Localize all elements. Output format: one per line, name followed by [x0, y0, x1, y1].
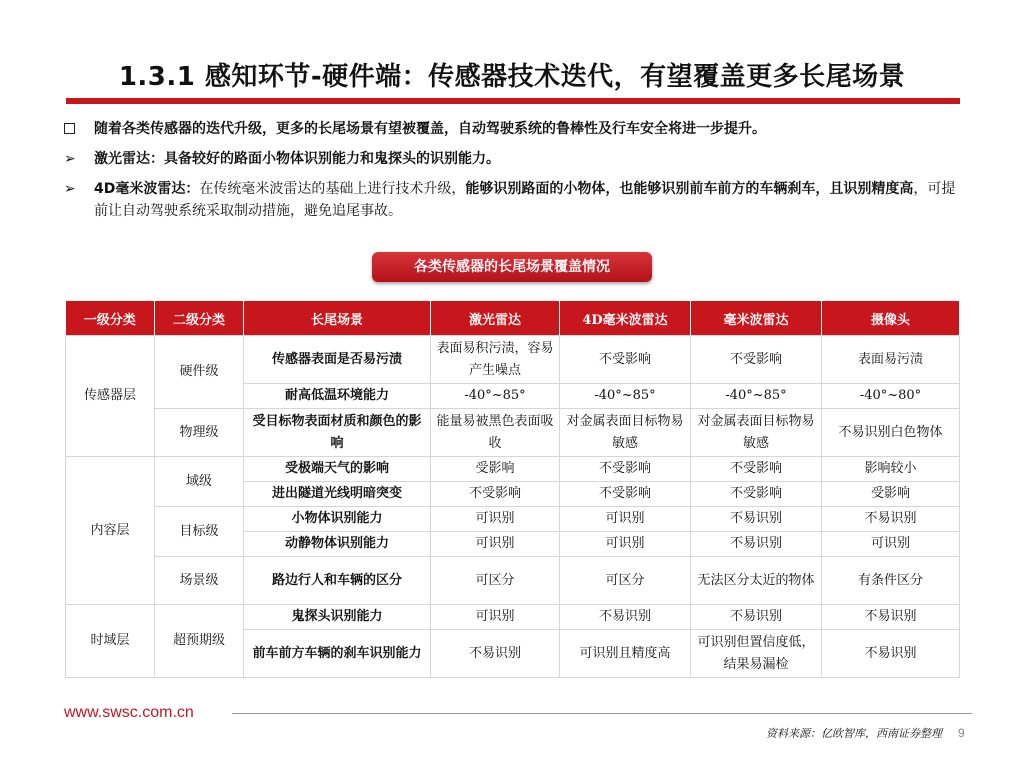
layer-cell: 时域层: [66, 605, 155, 678]
value-cell: -40°~85°: [431, 384, 560, 409]
table-row: [66, 507, 960, 532]
value-cell: 可识别: [822, 532, 960, 557]
value-cell: 不易识别: [560, 605, 691, 630]
value-cell: 可识别: [431, 532, 560, 557]
layer-cell: 传感器层: [66, 336, 155, 457]
table-row: [66, 336, 960, 384]
value-cell: 可识别且精度高: [560, 630, 691, 678]
col-header: 摄像头: [822, 301, 960, 336]
value-cell: 不受影响: [691, 336, 822, 384]
value-cell: 可区分: [431, 557, 560, 605]
value-cell: 可识别: [560, 532, 691, 557]
sub-cell: 物理级: [155, 409, 244, 457]
sub-cell: 域级: [155, 457, 244, 507]
value-cell: 不易识别: [691, 507, 822, 532]
page-title: 1.3.1 感知环节-硬件端：传感器技术迭代，有望覆盖更多长尾场景: [118, 62, 906, 92]
scene-cell: 耐高低温环境能力: [244, 384, 431, 409]
col-header: 激光雷达: [431, 301, 560, 336]
sub-cell: 场景级: [155, 557, 244, 605]
bullet-item: [64, 148, 969, 170]
sub-cell: 目标级: [155, 507, 244, 557]
bullet-bold-tail: 能够识别路面的小物体，也能够识别前车前方的车辆刹车，且识别精度高: [465, 181, 914, 197]
value-cell: 不受影响: [560, 482, 691, 507]
table-row: [66, 605, 960, 630]
website-link[interactable]: www.swsc.com.cn: [64, 704, 194, 721]
value-cell: -40°~80°: [822, 384, 960, 409]
value-cell: 可识别: [431, 507, 560, 532]
value-cell: 影响较小: [822, 457, 960, 482]
bullet-item: [64, 118, 969, 140]
page-number: 9: [958, 726, 965, 740]
value-cell: 不受影响: [560, 336, 691, 384]
value-cell: 可识别但置信度低，结果易漏检: [691, 630, 822, 678]
value-cell: 可区分: [560, 557, 691, 605]
source-note: 资料来源：亿欧智库，西南证券整理: [766, 727, 942, 740]
bullet-item: [64, 178, 969, 222]
sub-cell: 硬件级: [155, 336, 244, 409]
value-cell: 有条件区分: [822, 557, 960, 605]
scene-cell: 小物体识别能力: [244, 507, 431, 532]
value-cell: 表面易积污渍，容易产生噪点: [431, 336, 560, 384]
scene-cell: 进出隧道光线明暗突变: [244, 482, 431, 507]
scene-cell: 路边行人和车辆的区分: [244, 557, 431, 605]
scene-cell: 受极端天气的影响: [244, 457, 431, 482]
value-cell: -40°~85°: [691, 384, 822, 409]
scene-cell: 鬼探头识别能力: [244, 605, 431, 630]
scene-cell: 传感器表面是否易污渍: [244, 336, 431, 384]
value-cell: -40°~85°: [560, 384, 691, 409]
footer-divider: [232, 713, 972, 714]
table-row: [66, 409, 960, 457]
col-header: 一级分类: [66, 301, 155, 336]
value-cell: 可识别: [431, 605, 560, 630]
value-cell: 受影响: [822, 482, 960, 507]
value-cell: 不受影响: [560, 457, 691, 482]
bullet-normal-text: 在传统毫米波雷达的基础上进行技术升级，: [199, 181, 466, 197]
layer-cell: 内容层: [66, 457, 155, 605]
table-row: [66, 557, 960, 605]
coverage-table: [65, 301, 960, 678]
scene-cell: 前车前方车辆的刹车识别能力: [244, 630, 431, 678]
value-cell: 对金属表面目标物易敏感: [560, 409, 691, 457]
value-cell: 无法区分太近的物体: [691, 557, 822, 605]
sub-cell: 超预期级: [155, 605, 244, 678]
value-cell: 不受影响: [691, 457, 822, 482]
bullet-normal-tail: ，可提前让自动驾驶系统采取制动措施，避免追尾事故。: [94, 181, 956, 219]
bullet-text: 激光雷达：具备较好的路面小物体识别能力和鬼探头的识别能力。: [94, 151, 500, 167]
value-cell: 不易识别: [822, 507, 960, 532]
bullet-list: [64, 118, 969, 230]
value-cell: 表面易污渍: [822, 336, 960, 384]
bullet-bold-head: 4D毫米波雷达：: [94, 181, 200, 197]
arrow-bullet-icon: ➢: [64, 181, 76, 197]
value-cell: 不易识别: [691, 605, 822, 630]
value-cell: 对金属表面目标物易敏感: [691, 409, 822, 457]
col-header: 长尾场景: [244, 301, 431, 336]
value-cell: 不易识别: [431, 630, 560, 678]
col-header: 毫米波雷达: [691, 301, 822, 336]
value-cell: 不易识别: [822, 630, 960, 678]
value-cell: 不易识别: [691, 532, 822, 557]
value-cell: 不易识别: [822, 605, 960, 630]
value-cell: 不易识别白色物体: [822, 409, 960, 457]
value-cell: 不受影响: [431, 482, 560, 507]
scene-cell: 受目标物表面材质和颜色的影响: [244, 409, 431, 457]
table-header-row: [66, 301, 960, 336]
value-cell: 能量易被黑色表面吸收: [431, 409, 560, 457]
value-cell: 受影响: [431, 457, 560, 482]
table-row: [66, 457, 960, 482]
scene-cell: 动静物体识别能力: [244, 532, 431, 557]
col-header: 二级分类: [155, 301, 244, 336]
value-cell: 可识别: [560, 507, 691, 532]
arrow-bullet-icon: ➢: [64, 151, 76, 167]
col-header: 4D毫米波雷达: [560, 301, 691, 336]
table-banner: 各类传感器的长尾场景覆盖情况: [372, 252, 652, 282]
value-cell: 不受影响: [691, 482, 822, 507]
checkbox-square-icon: [64, 118, 84, 141]
bullet-text: 随着各类传感器的迭代升级，更多的长尾场景有望被覆盖，自动驾驶系统的鲁棒性及行车安全将进一步提升。: [94, 121, 766, 137]
title-divider: [66, 98, 960, 104]
